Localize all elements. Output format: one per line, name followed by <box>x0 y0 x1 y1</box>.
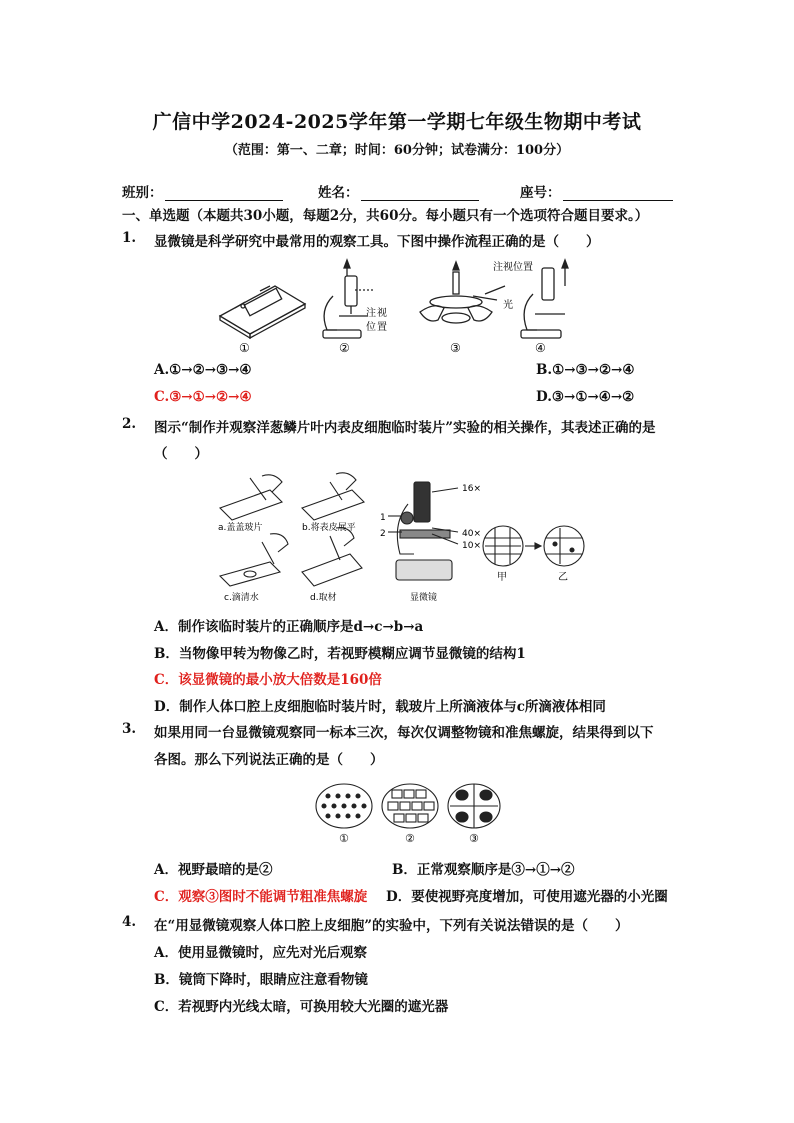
q2-option-c-answer[interactable]: C．该显微镜的最小放大倍数是160倍 <box>154 672 382 688</box>
q1-fig-label-2: ② <box>339 341 350 355</box>
q2-figure <box>210 468 590 610</box>
q1-option-a[interactable]: A.①→②→③→④ <box>154 362 252 378</box>
q2-fig-view-yi <box>544 526 584 566</box>
q2-number: 2. <box>122 416 137 432</box>
q3-option-a[interactable]: A．视野最暗的是② <box>154 862 273 878</box>
name-field <box>318 181 479 201</box>
q3-option-c-answer[interactable]: C．观察③图时不能调节粗准焦螺旋 <box>154 889 368 905</box>
q1-fig-text-watch-3: 位 <box>366 322 376 333</box>
q3-fig-label-3: ③ <box>469 832 479 845</box>
q2-fig-microscope <box>388 482 458 580</box>
q1-stem: 显微镜是科学研究中最常用的观察工具。下图中操作流程正确的是（ ） <box>154 234 600 250</box>
q3-stem-line2: 各图。那么下列说法正确的是（ ） <box>154 752 384 768</box>
page-title: 广信中学2024-2025学年第一学期七年级生物期中考试 <box>152 111 642 133</box>
q2-label-1: 1 <box>380 513 386 523</box>
q1-option-c-answer[interactable]: C.③→①→②→④ <box>154 389 252 405</box>
q2-label-scope: 显微镜 <box>410 593 438 603</box>
q4-option-c[interactable]: C．若视野内光线太暗，可换用较大光圈的遮光器 <box>154 999 449 1015</box>
q2-stem-line1: 图示“制作并观察洋葱鳞片叶内表皮细胞临时装片”实验的相关操作，其表述正确的是 <box>154 420 656 436</box>
q2-label-d: d.取材 <box>310 593 337 603</box>
q3-option-b[interactable]: B．正常观察顺序是③→①→② <box>392 862 575 878</box>
q2-option-d[interactable]: D．制作人体口腔上皮细胞临时装片时，载玻片上所滴液体与c所滴液体相同 <box>154 699 606 715</box>
class-label: 班别： <box>122 185 163 201</box>
q3-view-2 <box>382 784 438 828</box>
q1-fig-text-light: 光 <box>503 300 513 311</box>
q2-label-10x: 10× <box>462 541 481 551</box>
q2-stem-line2: （ ） <box>154 446 208 462</box>
class-field <box>122 181 283 201</box>
q1-fig1-slide-preparation <box>220 286 305 338</box>
q1-option-d[interactable]: D.③→①→④→② <box>536 389 635 405</box>
name-label: 姓名： <box>318 185 359 201</box>
q1-fig-text-watch-4: 置 <box>377 322 387 333</box>
q4-option-a[interactable]: A．使用显微镜时，应先对光后观察 <box>154 945 367 961</box>
q1-fig-text-watch-1: 注 <box>366 308 376 319</box>
q1-number: 1. <box>122 230 137 246</box>
student-info-row <box>122 181 682 201</box>
q2-label-b: b.将表皮展平 <box>302 523 356 533</box>
class-blank-line <box>165 186 283 201</box>
q2-label-c: c.滴清水 <box>224 593 259 603</box>
q2-fig-b-spread <box>302 473 364 520</box>
q3-fig-label-2: ② <box>405 832 415 845</box>
q2-fig-a-cover-slip <box>220 475 282 520</box>
q1-fig-label-1: ① <box>239 341 250 355</box>
q3-number: 3. <box>122 721 137 737</box>
seat-label: 座号： <box>520 185 561 201</box>
q3-figure <box>312 778 502 846</box>
q1-option-b[interactable]: B.①→③→②→④ <box>536 362 635 378</box>
q3-option-d[interactable]: D．要使视野亮度增加，可使用遮光器的小光圈 <box>386 889 668 905</box>
exam-subtitle: （范围：第一、二章；时间：60分钟；试卷满分：100分） <box>224 143 570 158</box>
q2-option-b[interactable]: B．当物像甲转为物像乙时，若视野模糊应调节显微镜的结构1 <box>154 646 526 662</box>
q2-label-a: a.盖盖玻片 <box>218 523 263 533</box>
q1-fig-text-watch-h: 注视位置 <box>493 262 533 273</box>
seat-field <box>520 181 673 201</box>
q4-stem: 在“用显微镜观察人体口腔上皮细胞”的实验中，下列有关说法错误的是（ ） <box>154 918 629 934</box>
q3-view-1 <box>316 784 372 828</box>
q2-label-40x: 40× <box>462 529 481 539</box>
q2-label-jia: 甲 <box>497 572 507 583</box>
q2-label-16x: 16× <box>462 484 481 494</box>
q2-label-2: 2 <box>380 529 386 539</box>
section-heading: 一、单选题（本题共30小题，每题2分，共60分。每小题只有一个选项符合题目要求。） <box>122 208 649 224</box>
name-blank-line <box>361 186 479 201</box>
q2-option-a[interactable]: A．制作该临时装片的正确顺序是d→c→b→a <box>154 619 424 635</box>
q4-option-b[interactable]: B．镜筒下降时，眼睛应注意看物镜 <box>154 972 368 988</box>
q1-fig-label-4: ④ <box>535 341 546 355</box>
q1-fig-text-watch-2: 视 <box>377 308 387 319</box>
q2-fig-d-take-material <box>302 528 362 586</box>
seat-blank-line <box>563 186 673 201</box>
q2-label-yi: 乙 <box>558 572 568 583</box>
q4-number: 4. <box>122 914 137 930</box>
q3-view-3 <box>448 784 500 828</box>
q3-fig-label-1: ① <box>339 832 349 845</box>
q3-stem-line1: 如果用同一台显微镜观察同一标本三次，每次仅调整物镜和准焦螺旋，结果得到以下 <box>154 725 654 741</box>
q2-fig-view-jia <box>483 526 523 566</box>
q1-fig-label-3: ③ <box>450 341 461 355</box>
q2-fig-c-drip-water <box>220 534 288 586</box>
q1-figure <box>215 256 585 356</box>
